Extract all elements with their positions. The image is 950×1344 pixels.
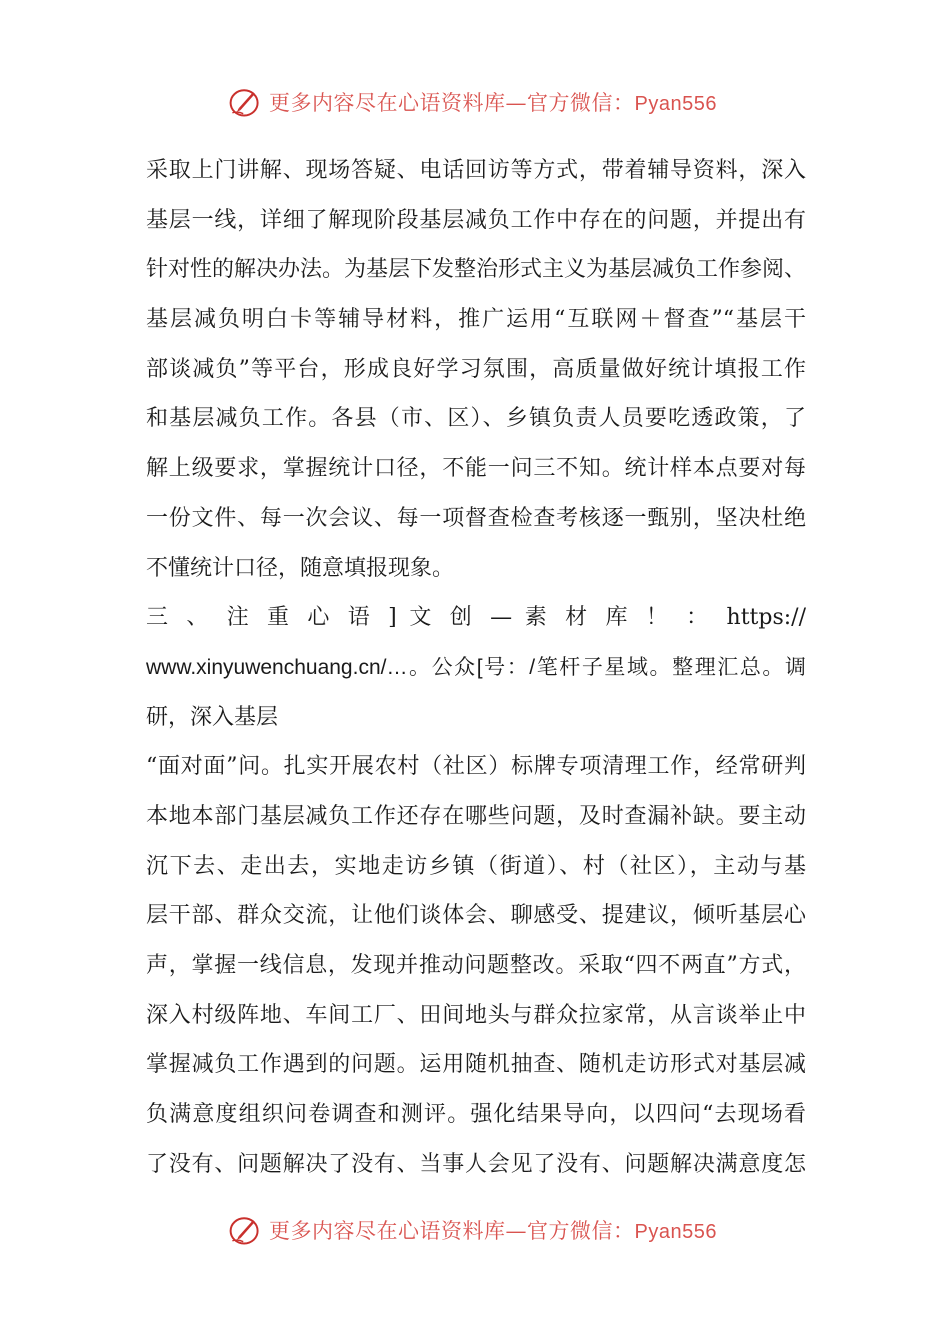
body-line: 和基层减负工作。各县（市、区）、乡镇负责人员要吃透政策，了: [146, 406, 806, 432]
body-line: 解上级要求，掌握统计口径，不能一问三不知。统计样本点要对每: [146, 456, 806, 482]
body-line: 深入村级阵地、车间工厂、田间地头与群众拉家常，从言谈举止中: [146, 1002, 806, 1028]
wechat-account: Pyan556: [634, 1221, 717, 1243]
body-line: 基层减负明白卡等辅导材料，推广运用“互联网＋督查”“基层干: [146, 307, 806, 333]
body-line: 针对性的解决办法。为基层下发整治形式主义为基层减负工作参阅、: [146, 257, 806, 283]
quill-pen-logo-icon: [227, 84, 263, 120]
body-line: 部谈减负”等平台，形成良好学习氛围，高质量做好统计填报工作: [146, 356, 806, 382]
section-heading-line: 三 、 注 重 心 语 ] 文 创 — 素 材 库 ！ ： https://: [146, 605, 806, 631]
body-line: 了没有、问题解决了没有、当事人会见了没有、问题解决满意度怎: [146, 1151, 806, 1177]
banner-text: 更多内容尽在心语资料库—官方微信：Pyan556: [269, 1219, 717, 1243]
body-line: “面对面”问。扎实开展农村（社区）标牌专项清理工作，经常研判: [146, 754, 806, 780]
body-line: 不懂统计口径，随意填报现象。: [146, 555, 455, 581]
document-body: [146, 146, 806, 1189]
body-line: 研，深入基层: [146, 704, 279, 730]
body-line: 采取上门讲解、现场答疑、电话回访等方式，带着辅导资料，深入: [146, 158, 806, 183]
body-line: 基层一线，详细了解现阶段基层减负工作中存在的问题，并提出有: [146, 207, 806, 233]
body-line: 负满意度组织问卷调查和测评。强化结果导向，以四问“去现场看: [146, 1102, 806, 1128]
banner-text: 更多内容尽在心语资料库—官方微信：Pyan556: [269, 91, 717, 115]
body-line-url: www.xinyuwenchuang.cn/…。公众[号：/笔杆子星域。整理汇总。调: [146, 655, 806, 679]
body-line: 沉下去、走出去，实地走访乡镇（街道）、村（社区），主动与基: [146, 853, 806, 879]
body-line: 掌握减负工作遇到的问题。运用随机抽查、随机走访形式对基层减: [146, 1052, 806, 1078]
body-line: 声，掌握一线信息，发现并推动问题整改。采取“四不两直”方式，: [146, 953, 806, 978]
body-line: 一份文件、每一次会议、每一项督查检查考核逐一甄别，坚决杜绝: [146, 505, 806, 531]
body-line: 本地本部门基层减负工作还存在哪些问题，及时查漏补缺。要主动: [146, 803, 806, 829]
footer-watermark-banner: [0, 1210, 950, 1250]
body-line: 层干部、群众交流，让他们谈体会、聊感受、提建议，倾听基层心: [146, 903, 806, 929]
quill-pen-logo-icon: [227, 1212, 263, 1248]
header-watermark-banner: [0, 82, 950, 122]
wechat-account: Pyan556: [634, 93, 717, 115]
